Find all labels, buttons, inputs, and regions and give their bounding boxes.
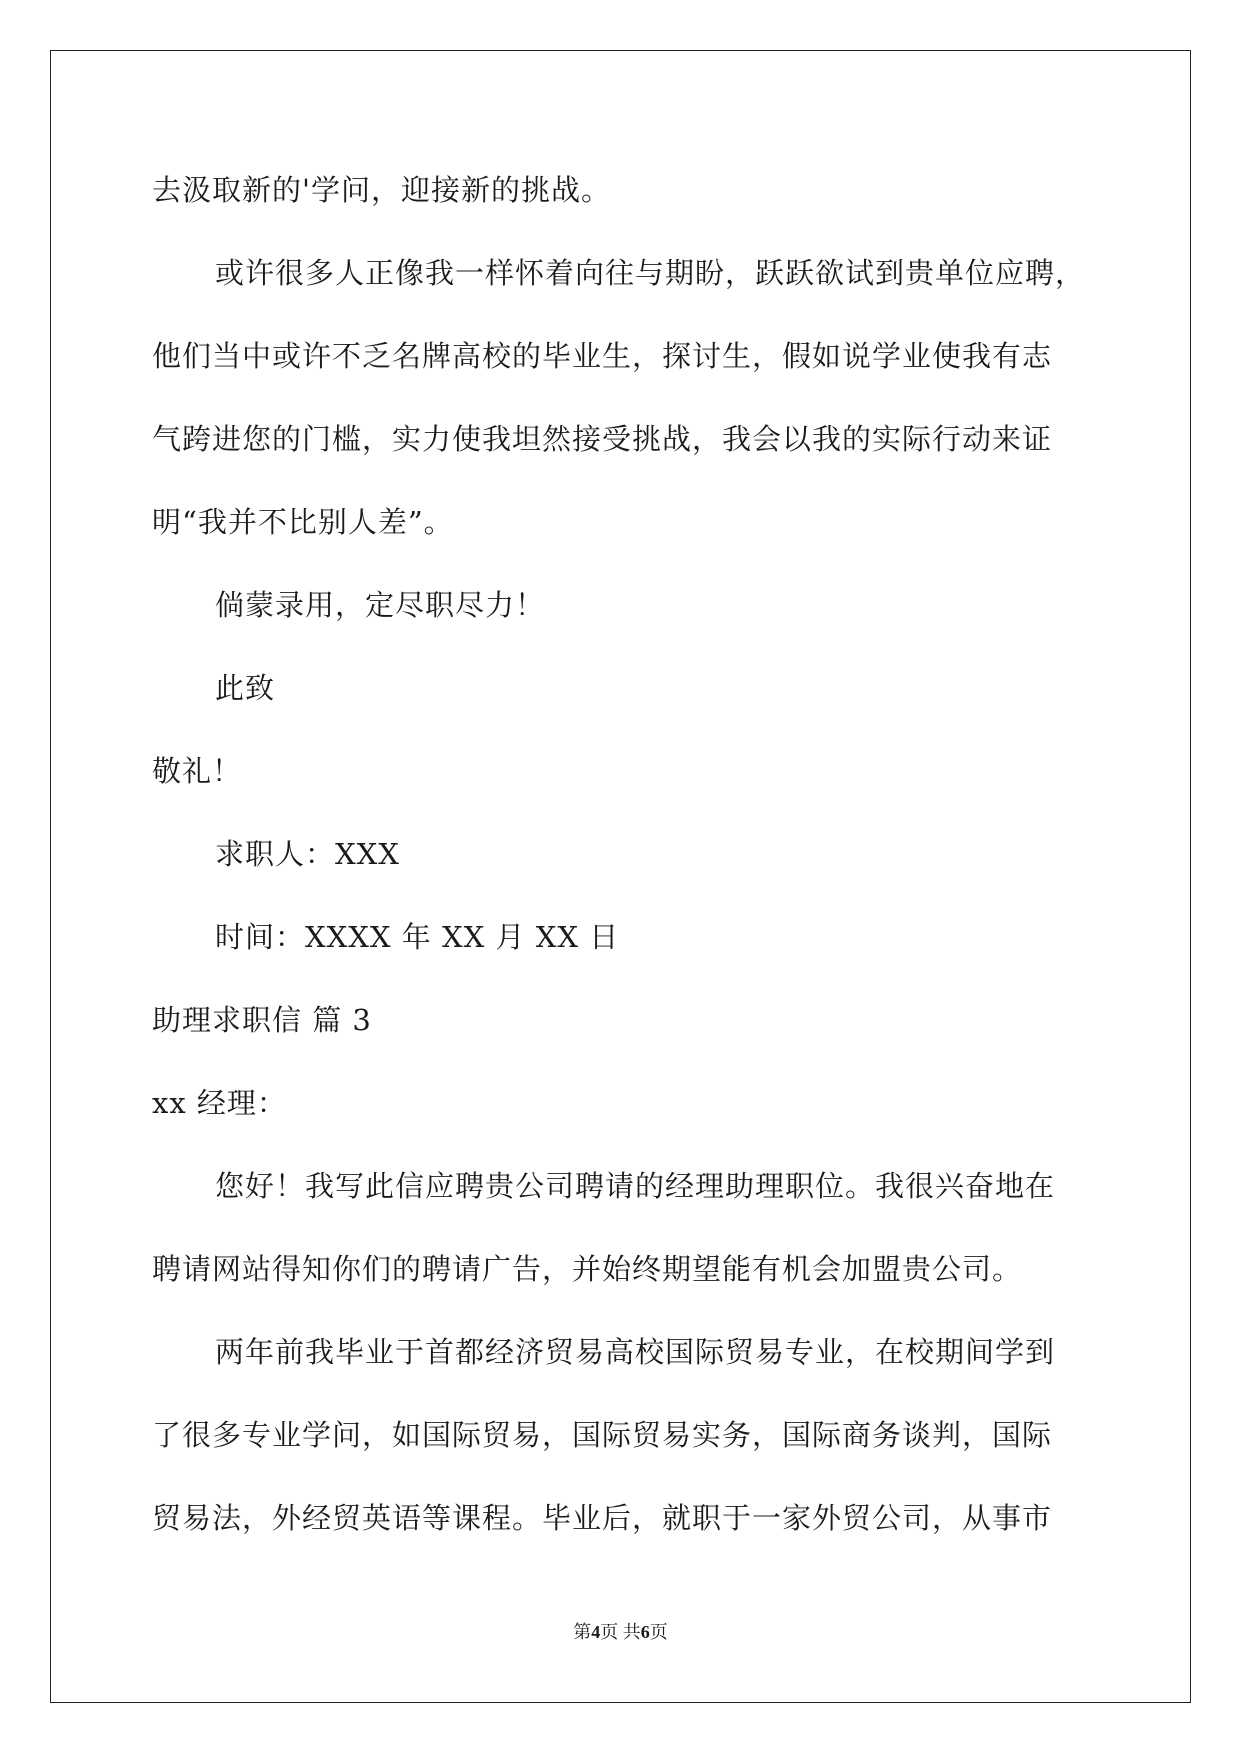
text-line: 贸易法，外经贸英语等课程。毕业后，就职于一家外贸公司，从事市 xyxy=(152,1501,1053,1535)
page-number: 4 xyxy=(591,1622,601,1642)
text-line: 两年前我毕业于首都经济贸易高校国际贸易专业，在校期间学到 xyxy=(215,1335,1056,1369)
text-line: 他们当中或许不乏名牌高校的毕业生，探讨生，假如说学业使我有志 xyxy=(152,339,1053,373)
text-line: 聘请网站得知你们的聘请广告，并始终期望能有机会加盟贵公司。 xyxy=(152,1252,1023,1286)
text-line: 明“我并不比别人差”。 xyxy=(152,505,454,539)
letter-date: 时间：XXXX 年 XX 月 XX 日 xyxy=(215,920,620,954)
page-total: 6 xyxy=(640,1622,650,1642)
letter-greeting: xx 经理： xyxy=(152,1086,287,1120)
text-line: 了很多专业学问，如国际贸易，国际贸易实务，国际商务谈判，国际 xyxy=(152,1418,1053,1452)
text-line: 倘蒙录用，定尽职尽力！ xyxy=(215,588,546,622)
section-heading: 助理求职信 篇 3 xyxy=(152,1003,372,1037)
text-line: 或许很多人正像我一样怀着向往与期盼，跃跃欲试到贵单位应聘， xyxy=(215,256,1086,290)
salutation-closing: 此致 xyxy=(215,671,276,705)
applicant-name: 求职人：XXX xyxy=(215,837,400,871)
page-suffix: 页 xyxy=(649,1622,668,1642)
text-line: 去汲取新的'学问，迎接新的挑战。 xyxy=(152,173,611,207)
text-line: 您好！我写此信应聘贵公司聘请的经理助理职位。我很兴奋地在 xyxy=(215,1169,1056,1203)
page-prefix: 第 xyxy=(573,1622,592,1642)
page-mid: 页 共 xyxy=(600,1622,641,1642)
document-body xyxy=(152,160,1092,1571)
page-footer xyxy=(0,1618,1241,1644)
salutation-regards: 敬礼！ xyxy=(152,754,243,788)
text-line: 气跨进您的门槛，实力使我坦然接受挑战，我会以我的实际行动来证 xyxy=(152,422,1053,456)
